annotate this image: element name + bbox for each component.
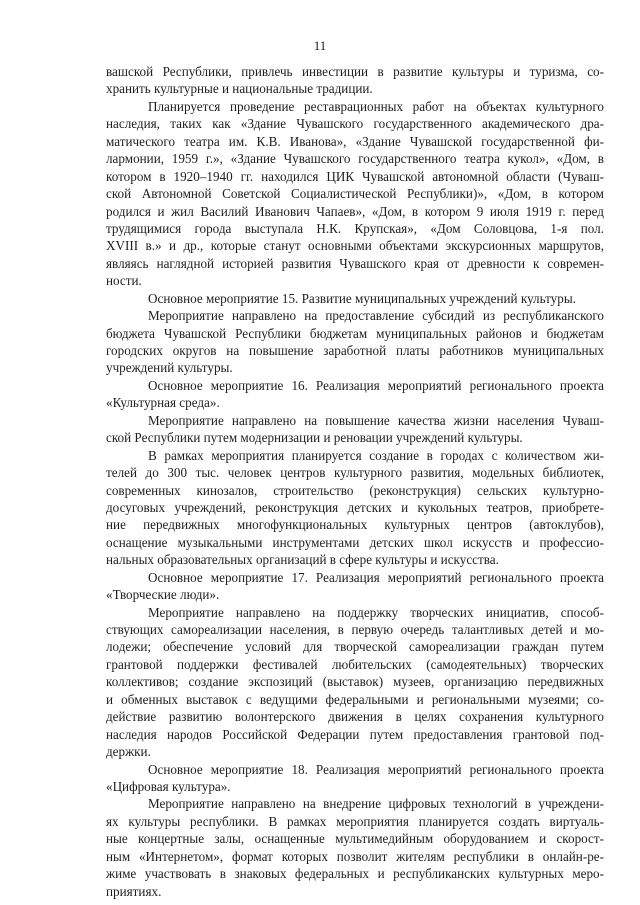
paragraph — [106, 290, 604, 307]
text-line: трудящимися города выступала Н.К. Крупская», «Дом Соловцова, 1-я пол. — [106, 220, 604, 236]
text-line: современных кинозалов, строительство (реконструкция) сельских культурно- — [106, 482, 604, 498]
text-line: действие развитию волонтерского движения в целях сохранения культурного — [106, 709, 604, 725]
text-line: Основное мероприятие 18. Реализация мероприятий регионального проекта — [148, 761, 604, 777]
page-number: 11 — [313, 38, 327, 53]
text-line: являясь наглядной историей развития Чувашского края от древности к современ- — [106, 255, 604, 271]
paragraph — [106, 795, 604, 900]
text-line: нальных образовательных организаций в сфере культуры и искусства. — [106, 552, 499, 568]
text-line: жиме участвовать в знаковых федеральных и республиканских культурных меро- — [106, 866, 604, 882]
paragraph — [106, 412, 604, 447]
text-line: XVIII в.» и др., которые станут основными объектами экскурсионных маршрутов, — [106, 238, 604, 254]
text-line: ности. — [106, 273, 142, 289]
paragraph — [106, 63, 604, 98]
paragraph — [106, 98, 604, 290]
text-line: учреждений культуры. — [106, 360, 233, 376]
text-line: Основное мероприятие 16. Реализация мероприятий регионального проекта — [148, 377, 604, 393]
text-line: «Культурная среда». — [106, 395, 220, 411]
paragraph — [106, 307, 604, 377]
text-line: Мероприятие направлено на повышение качества жизни населения Чуваш- — [148, 412, 604, 428]
text-line: коллективов; создание экспозиций (выставок) музеев, организацию передвижных — [106, 674, 604, 690]
text-line: лармонии, 1959 г.», «Здание Чувашского государственного театра кукол», «Дом, в — [106, 151, 604, 167]
text-line: Мероприятие направлено на поддержку творческих инициатив, способ- — [148, 604, 604, 620]
text-line: ние передвижных многофункциональных культурных центров (автоклубов), — [106, 517, 604, 533]
text-line: Основное мероприятие 17. Реализация мероприятий регионального проекта — [148, 569, 604, 585]
text-line: хранить культурные и национальные традиции. — [106, 81, 373, 97]
text-line: ные концертные залы, оснащенные мультимедийным оборудованием и скорост- — [106, 831, 604, 847]
text-line: ным «Интернетом», формат которых позволит жителям республики в онлайн-ре- — [106, 848, 604, 864]
text-line: бюджета Чувашской Республики бюджетам муниципальных районов и бюджетам — [106, 325, 604, 341]
text-line: Основное мероприятие 15. Развитие муниципальных учреждений культуры. — [148, 290, 576, 306]
text-line: и обменных выставок с ведущими федеральными и региональными музеями; со- — [106, 691, 604, 707]
text-line: ствующих самореализации населения, в первую очередь талантливых детей и мо- — [106, 622, 604, 637]
text-line: лодежи; обеспечение условий для творческой самореализации граждан путем — [106, 639, 604, 655]
text-line: наследия, таких как «Здание Чувашского государственного академического дра- — [106, 116, 604, 132]
text-line: телей до 300 тыс. человек центров культурного развития, модельных библиотек, — [106, 465, 604, 481]
text-line: Мероприятие направлено на внедрение цифровых технологий в учреждени- — [148, 796, 604, 812]
text-line: матического театра им. К.В. Иванова», «Здание Чувашской государственной фи- — [106, 133, 604, 149]
text-line: вашской Республики, привлечь инвестиции в развитие культуры и туризма, со- — [106, 64, 604, 79]
paragraph — [106, 377, 604, 412]
text-line: Планируется проведение реставрационных работ на объектах культурного — [148, 98, 604, 114]
paragraph — [106, 447, 604, 569]
document-body — [106, 63, 604, 900]
text-line: котором в 1920–1940 гг. находился ЦИК Чувашской автономной области (Чуваш- — [106, 168, 604, 184]
text-line: ской Автономной Советской Социалистической Республики)», «Дом, в котором — [106, 186, 604, 202]
text-line: «Творческие люди». — [106, 587, 220, 603]
text-line: Мероприятие направлено на предоставление субсидий из республиканского — [148, 308, 604, 324]
text-line: оснащение музыкальными инструментами детских школ искусств и профессио- — [106, 534, 604, 550]
text-line: городских округов на повышение заработной платы работников муниципальных — [106, 343, 604, 358]
text-line: держки. — [106, 744, 151, 760]
text-line: родился и жил Василий Иванович Чапаев», «Дом, в котором 9 июля 1919 г. перед — [106, 203, 604, 219]
paragraph — [106, 604, 604, 761]
text-line: ях культуры республики. В рамках мероприятия планируется создать виртуаль- — [106, 813, 604, 829]
text-line: наследия народов Российской Федерации путем предоставления грантовой под- — [106, 726, 604, 742]
paragraph — [106, 569, 604, 604]
text-line: грантовой поддержки фестивалей любительских (самодеятельных) творческих — [106, 656, 604, 672]
text-line: В рамках мероприятия планируется создание в городах с количеством жи- — [148, 447, 604, 463]
paragraph — [106, 761, 604, 796]
text-line: досуговых учреждений, реконструкция детских и кукольных театров, приобрете- — [106, 499, 604, 515]
text-line: «Цифровая культура». — [106, 778, 231, 794]
text-line: приятиях. — [106, 883, 162, 899]
text-line: ской Республики путем модернизации и реновации учреждений культуры. — [106, 430, 523, 446]
